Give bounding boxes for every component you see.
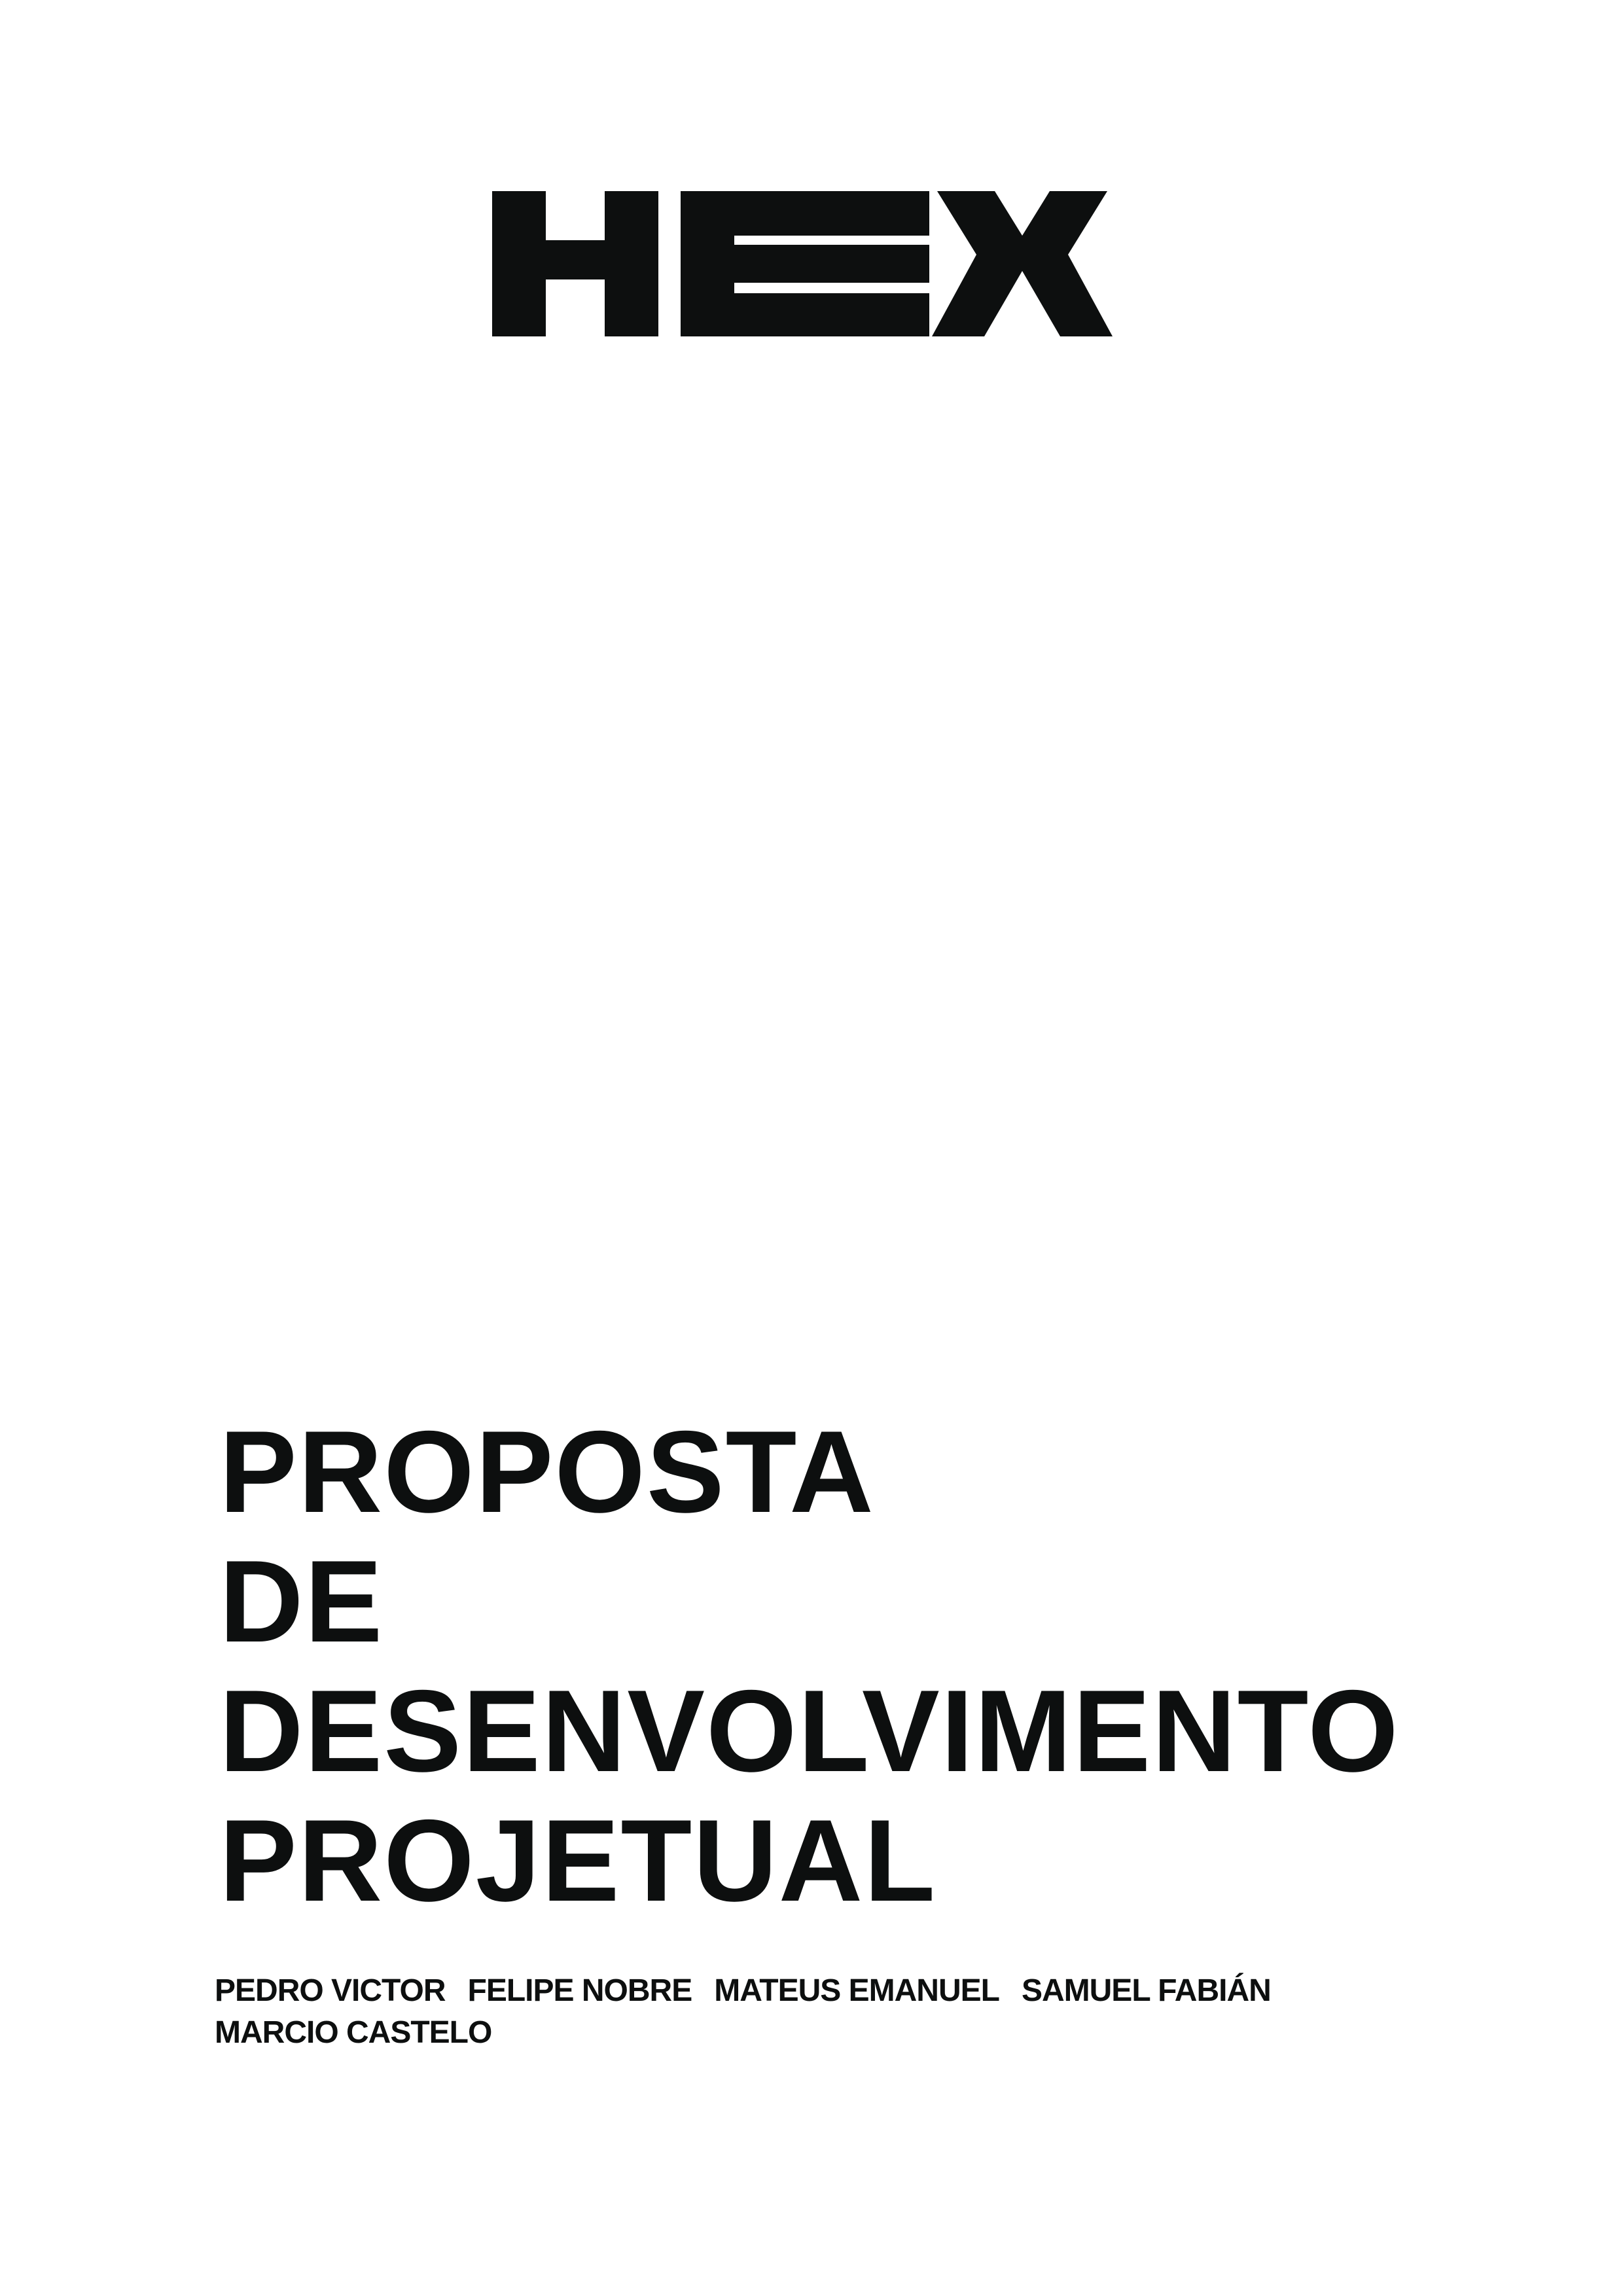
document-title	[219, 1407, 1400, 1926]
hex-logo	[492, 191, 1113, 336]
author-name: PEDRO VICTOR	[215, 1973, 446, 2008]
authors-list	[215, 1970, 1458, 2054]
author-name: SAMUEL FABIÁN	[1021, 1973, 1271, 2008]
author-name: FELIPE NOBRE	[467, 1973, 692, 2008]
author-name: MATEUS EMANUEL	[714, 1973, 999, 2008]
title-line: PROPOSTA	[219, 1407, 875, 1537]
title-line: DESENVOLVIMENTO	[219, 1666, 1400, 1796]
author-name: MARCIO CASTELO	[215, 2015, 492, 2050]
hex-logo-mark	[492, 191, 1113, 336]
title-line: PROJETUAL	[219, 1795, 936, 1926]
title-line: DE	[219, 1536, 384, 1666]
